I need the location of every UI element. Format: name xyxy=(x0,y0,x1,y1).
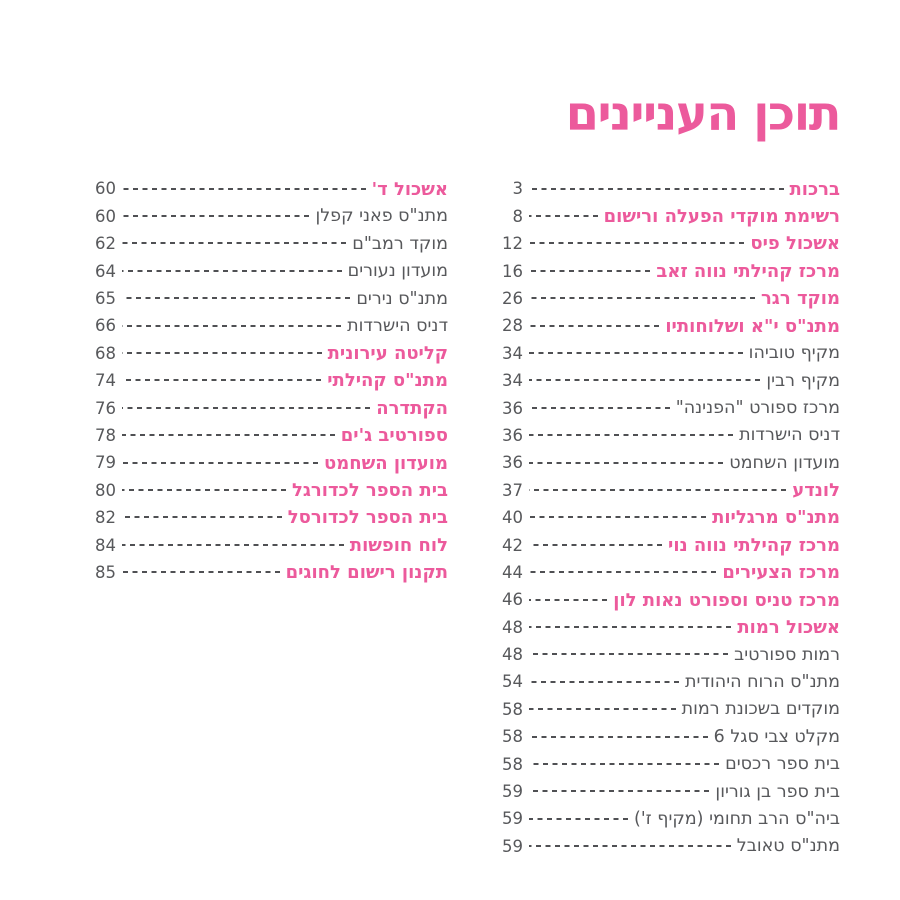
dotted-leader xyxy=(122,297,350,299)
toc-page-number: 12 xyxy=(502,234,523,254)
toc-entry xyxy=(495,614,840,641)
toc-page-number: 36 xyxy=(502,398,523,418)
dotted-leader xyxy=(122,215,309,217)
toc-entry-label: מוקדים בשכונת רמות xyxy=(681,699,840,720)
toc-entry xyxy=(88,286,448,313)
toc-entry-label: ביה"ס הרב תחומי (מקיף ז') xyxy=(634,808,840,829)
toc-entry-label: מתנ"ס מרגליות xyxy=(712,507,840,529)
dotted-leader xyxy=(529,434,733,436)
dotted-leader xyxy=(122,571,280,573)
toc-entry xyxy=(495,669,840,696)
toc-entry-label: בית הספר לכדורסל xyxy=(287,507,448,529)
toc-entry-label: מתנ"ס טאובל xyxy=(736,836,840,857)
toc-page-number: 40 xyxy=(502,508,523,528)
toc-entry-label: ברכות xyxy=(789,178,840,200)
toc-entry-label: תקנון רישום לחוגים xyxy=(285,562,448,584)
toc-page-number: 80 xyxy=(95,480,116,500)
dotted-leader xyxy=(529,215,598,217)
dotted-leader xyxy=(529,599,607,601)
toc-entry xyxy=(88,505,448,532)
toc-entry xyxy=(88,258,448,285)
toc-page-number: 85 xyxy=(95,562,116,582)
dotted-leader xyxy=(122,352,322,354)
dotted-leader xyxy=(122,489,286,491)
toc-entry-label: מרכז קהילתי נווה זאב xyxy=(656,260,840,282)
dotted-leader xyxy=(529,297,755,299)
toc-entry xyxy=(495,395,840,422)
toc-entry xyxy=(495,340,840,367)
dotted-leader xyxy=(122,188,366,190)
dotted-leader xyxy=(529,325,659,327)
dotted-leader xyxy=(529,818,628,820)
toc-entry-label: לוח חופשות xyxy=(349,534,448,556)
dotted-leader xyxy=(529,407,670,409)
toc-entry-label: רמות ספורטיב xyxy=(734,644,840,665)
toc-page-number: 26 xyxy=(502,289,523,308)
toc-page-number: 60 xyxy=(95,179,116,199)
toc-entry xyxy=(495,258,840,285)
toc-page-number: 34 xyxy=(502,371,523,391)
toc-page-number: 84 xyxy=(95,535,116,555)
toc-entry xyxy=(88,559,448,586)
toc-page-number: 66 xyxy=(95,316,116,336)
toc-entry-label: מקיף רבין xyxy=(766,370,840,391)
dotted-leader xyxy=(529,653,728,655)
toc-entry xyxy=(495,779,840,806)
toc-entry xyxy=(495,203,840,230)
toc-page-number: 48 xyxy=(502,645,523,665)
toc-entry xyxy=(495,833,840,860)
toc-entry-label: מוקד רמב"ם xyxy=(352,233,448,254)
toc-entry xyxy=(495,696,840,723)
toc-page-number: 58 xyxy=(502,699,523,719)
toc-entry-label: מועדון השחמט xyxy=(323,452,448,474)
toc-entry xyxy=(495,450,840,477)
toc-page-number: 3 xyxy=(512,179,523,199)
toc-page-number: 37 xyxy=(502,480,523,500)
dotted-leader xyxy=(122,379,321,381)
dotted-leader xyxy=(529,188,784,190)
toc-entry-label: מתנ"ס נירים xyxy=(356,288,448,309)
toc-entry-label: אשכול רמות xyxy=(737,616,840,638)
toc-entry-label: מתנ"ס קהילתי xyxy=(327,370,448,392)
dotted-leader xyxy=(529,270,650,272)
toc-entry-label: אשכול פיס xyxy=(750,233,840,255)
dotted-leader xyxy=(529,571,716,573)
toc-entry xyxy=(88,203,448,230)
toc-entry-label: מקיף טוביהו xyxy=(748,343,840,364)
toc-entry xyxy=(88,368,448,395)
toc-page-number: 60 xyxy=(95,206,116,226)
toc-page-number: 62 xyxy=(95,234,116,254)
toc-column-left xyxy=(88,176,448,587)
toc-page-number: 65 xyxy=(95,289,116,308)
dotted-leader xyxy=(529,790,709,792)
toc-entry-label: בית ספר רכסים xyxy=(725,754,840,775)
toc-page-number: 48 xyxy=(502,617,523,637)
toc-entry xyxy=(495,368,840,395)
toc-entry xyxy=(88,340,448,367)
toc-entry-label: הקתדרה xyxy=(376,397,448,419)
toc-entry-label: לונדע xyxy=(792,479,840,501)
toc-entry-label: מתנ"ס י"א ושלוחותיו xyxy=(665,315,840,337)
dotted-leader xyxy=(529,544,662,546)
toc-page-number: 28 xyxy=(502,316,523,336)
toc-entry xyxy=(495,313,840,340)
toc-entry xyxy=(88,450,448,477)
dotted-leader xyxy=(529,626,731,628)
toc-entry-label: ספורטיב ג'ים xyxy=(340,425,448,447)
toc-entry xyxy=(88,176,448,203)
toc-entry-label: מוקד רגר xyxy=(760,288,840,310)
dotted-leader xyxy=(122,544,344,546)
toc-page-number: 68 xyxy=(95,343,116,363)
toc-entry xyxy=(88,532,448,559)
dotted-leader xyxy=(529,489,786,491)
page-title: תוכן העניינים xyxy=(565,86,840,142)
dotted-leader xyxy=(122,407,370,409)
dotted-leader xyxy=(529,462,723,464)
toc-page-number: 58 xyxy=(502,754,523,774)
toc-entry xyxy=(495,532,840,559)
toc-page-number: 16 xyxy=(502,261,523,281)
toc-page-number: 59 xyxy=(502,782,523,802)
toc-entry xyxy=(88,395,448,422)
toc-entry xyxy=(88,423,448,450)
toc-entry xyxy=(495,231,840,258)
toc-page-number: 36 xyxy=(502,425,523,445)
toc-page-number: 34 xyxy=(502,343,523,363)
toc-entry-label: מרכז טניס וספורט נאות לון xyxy=(613,589,840,611)
toc-entry-label: מועדון נעורים xyxy=(347,261,448,282)
toc-entry-label: מועדון השחמט xyxy=(729,452,840,473)
dotted-leader xyxy=(122,434,335,436)
dotted-leader xyxy=(122,462,318,464)
toc-entry-label: מקלט צבי סגל 6 xyxy=(713,726,840,747)
dotted-leader xyxy=(122,242,346,244)
toc-page-number: 58 xyxy=(502,727,523,747)
toc-page-number: 78 xyxy=(95,425,116,445)
dotted-leader xyxy=(122,325,341,327)
toc-entry xyxy=(495,286,840,313)
dotted-leader xyxy=(529,736,708,738)
dotted-leader xyxy=(529,352,743,354)
toc-page-number: 59 xyxy=(502,809,523,829)
dotted-leader xyxy=(529,845,731,847)
toc-entry xyxy=(495,724,840,751)
toc-entry xyxy=(495,642,840,669)
toc-entry xyxy=(88,313,448,340)
toc-page-number: 76 xyxy=(95,398,116,418)
toc-page-number: 79 xyxy=(95,453,116,473)
toc-entry-label: אשכול ד' xyxy=(371,178,448,200)
toc-entry-label: דניס הישרדות xyxy=(347,315,448,336)
dotted-leader xyxy=(529,681,679,683)
toc-entry xyxy=(495,806,840,833)
toc-entry xyxy=(495,559,840,586)
toc-entry-label: מתנ"ס הרוח היהודית xyxy=(685,671,840,692)
dotted-leader xyxy=(529,242,744,244)
toc-page-number: 46 xyxy=(502,590,523,610)
toc-entry-label: מרכז הצעירים xyxy=(722,562,840,584)
dotted-leader xyxy=(122,516,282,518)
toc-page-number: 74 xyxy=(95,371,116,391)
toc-page-number: 36 xyxy=(502,453,523,473)
toc-page-number: 64 xyxy=(95,261,116,281)
toc-entry-label: מרכז ספורט "הפנינה" xyxy=(675,398,840,419)
toc-entry xyxy=(495,477,840,504)
toc-page-number: 42 xyxy=(502,535,523,555)
toc-page-number: 59 xyxy=(502,836,523,856)
toc-entry-label: בית ספר בן גוריון xyxy=(715,781,840,802)
toc-entry xyxy=(495,423,840,450)
dotted-leader xyxy=(122,270,342,272)
toc-entry-label: קליטה עירונית xyxy=(327,343,448,365)
toc-page-number: 54 xyxy=(502,672,523,692)
toc-entry-label: רשימת מוקדי הפעלה ורישום xyxy=(603,206,840,228)
toc-entry xyxy=(495,176,840,203)
toc-entry-label: בית הספר לכדורגל xyxy=(292,479,448,501)
dotted-leader xyxy=(529,708,676,710)
toc-entry-label: מרכז קהילתי נווה נוי xyxy=(668,534,840,556)
toc-entry-label: דניס הישרדות xyxy=(739,425,840,446)
toc-entry-label: מתנ"ס פאני קפלן xyxy=(315,206,448,227)
toc-entry xyxy=(495,587,840,614)
toc-page-number: 44 xyxy=(502,562,523,582)
dotted-leader xyxy=(529,379,760,381)
toc-entry xyxy=(88,231,448,258)
toc-column-right xyxy=(495,176,840,861)
dotted-leader xyxy=(529,516,706,518)
dotted-leader xyxy=(529,763,719,765)
toc-entry xyxy=(495,505,840,532)
toc-entry xyxy=(88,477,448,504)
toc-entry xyxy=(495,751,840,778)
toc-page-number: 8 xyxy=(512,206,523,226)
toc-page-number: 82 xyxy=(95,508,116,528)
